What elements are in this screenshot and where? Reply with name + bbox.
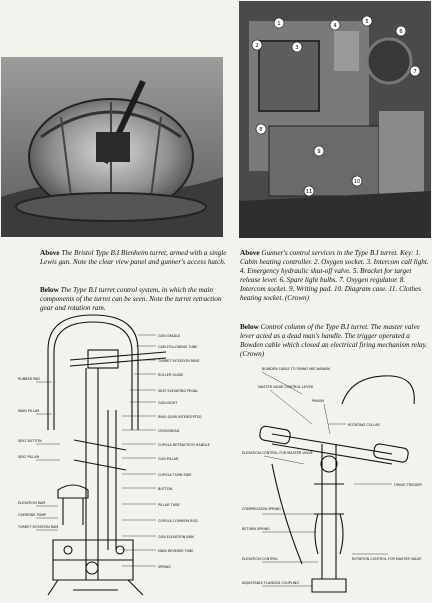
diagram-label: CUPOLA COMMON ROD [158,519,198,523]
caption-text: The Bristol Type B.I Blenheim turret, armed with a single Lewis gun. Note the clear view panel and gunner's access hatch. [40,249,227,267]
diagram-label: CUPOLA TURN RIDE [158,473,192,477]
diagram-label: ROTATION CONTROL FOR MASTER VALVE [352,557,422,561]
diagram-label: SPRING [158,565,171,569]
photo-number: 3 [295,45,299,51]
caption-text: Gunner's control services in the Type B.I turret. Key: 1. Cabin heating controller. 2. Oxygen socket. 3. Intercom call light. 4. Emergency hydraulic shut-off valve. 5. Bracket for target release lever. 6. Spare light bulbs. 7. Oxygen regulator. 8. Intercom socket. 9. Writing pad. 10. Diagram case. 11. Clothes heating socket. (Crown) [240,249,429,303]
diagram-label: SEAT ELEVATING PEDAL [158,389,199,393]
photo-number: 11 [305,189,313,195]
caption-lead: Above [240,249,260,257]
diagram-label: PILLAR TUBE [158,503,180,507]
diagram-label: CUPOLA RETRACTION HANDLE [158,443,210,447]
diagram-label: SEAT PILLAR [18,455,40,459]
photo-number: 7 [413,69,417,75]
diagram-label: TURRET ROTATION RING [158,359,200,363]
caption-lead: Below [40,286,59,294]
diagram-label: OVERRIDE PUMP [18,513,47,517]
turret-control-system-diagram [18,310,232,598]
diagram-label: ADJUSTABLE FLANGED COUPLING [242,581,299,585]
photo-number: 2 [255,43,259,49]
turret-photo [1,57,223,237]
diagram-label: ROTATING COLLAR [348,423,380,427]
caption-text: Control column of the Type B.I turret. The master valve lever acted as a dead man's handle. The trigger operated a Bowden cable which closed an electrical firing mechanism relay. (Crown) [240,323,428,359]
photo-number: 4 [333,23,337,29]
photo-number: 8 [259,127,263,133]
diagram-label: ELEVATION CONTROL FOR MASTER VALVE [242,451,313,455]
diagram-label: GUN CRADLE [158,334,181,338]
caption-text: The Type B.I turret control system, in which the main components of the turret can be seen. Note the turret retraction gear and rotation ram. [40,286,222,313]
control-column-diagram [242,364,430,596]
diagram-label: MAIN PILLAR [18,409,40,413]
diagram-label: PINION [312,399,324,403]
photo-number: 5 [365,19,369,25]
photo-number: 6 [399,29,403,35]
gunner-controls-photo [239,1,431,238]
caption-lead: Above [40,249,60,257]
diagram-label: TURRET ROTATION RAM [18,525,59,529]
diagram-label: CAM-FOLLOWING TUBE [158,345,198,349]
diagram-label: MAIN REVERSE TUBE [158,549,194,553]
caption-above-left [40,249,230,267]
diagram-label: COMPRESSION SPRING [242,507,281,511]
photo-number: 10 [353,179,361,185]
diagram-label: BOWDEN CABLE TO FIRING MECHANISM [262,367,331,371]
diagram-label: ROLLER GUIDE [158,373,184,377]
caption-lead: Below [240,323,259,331]
photo-number: 9 [317,149,321,155]
diagram-label: SEAT BUTTON [18,439,42,443]
diagram-label: RETURN SPRING [242,527,270,531]
photo-number: 1 [277,21,281,27]
diagram-label: GUN PILLAR [158,457,179,461]
diagram-label: RING GEAR INTERCEPTED [158,415,202,419]
diagram-label: ELEVATION RAM [18,501,46,505]
diagram-label: RUBBER PAD [18,377,40,381]
diagram-label: FIRING TRIGGER [394,483,422,487]
diagram-label: GUN ELEVATION RAM [158,535,194,539]
caption-above-right [240,249,430,304]
diagram-label: MASTER VALVE CONTROL LEVER [258,385,314,389]
diagram-label: ELEVATION CONTROL [242,557,279,561]
diagram-label: CROSSHEAD [158,429,180,433]
caption-below-right [240,323,430,359]
diagram-label: GUN-SIGHT [158,401,178,405]
diagram-label: BUTTON [158,487,173,491]
